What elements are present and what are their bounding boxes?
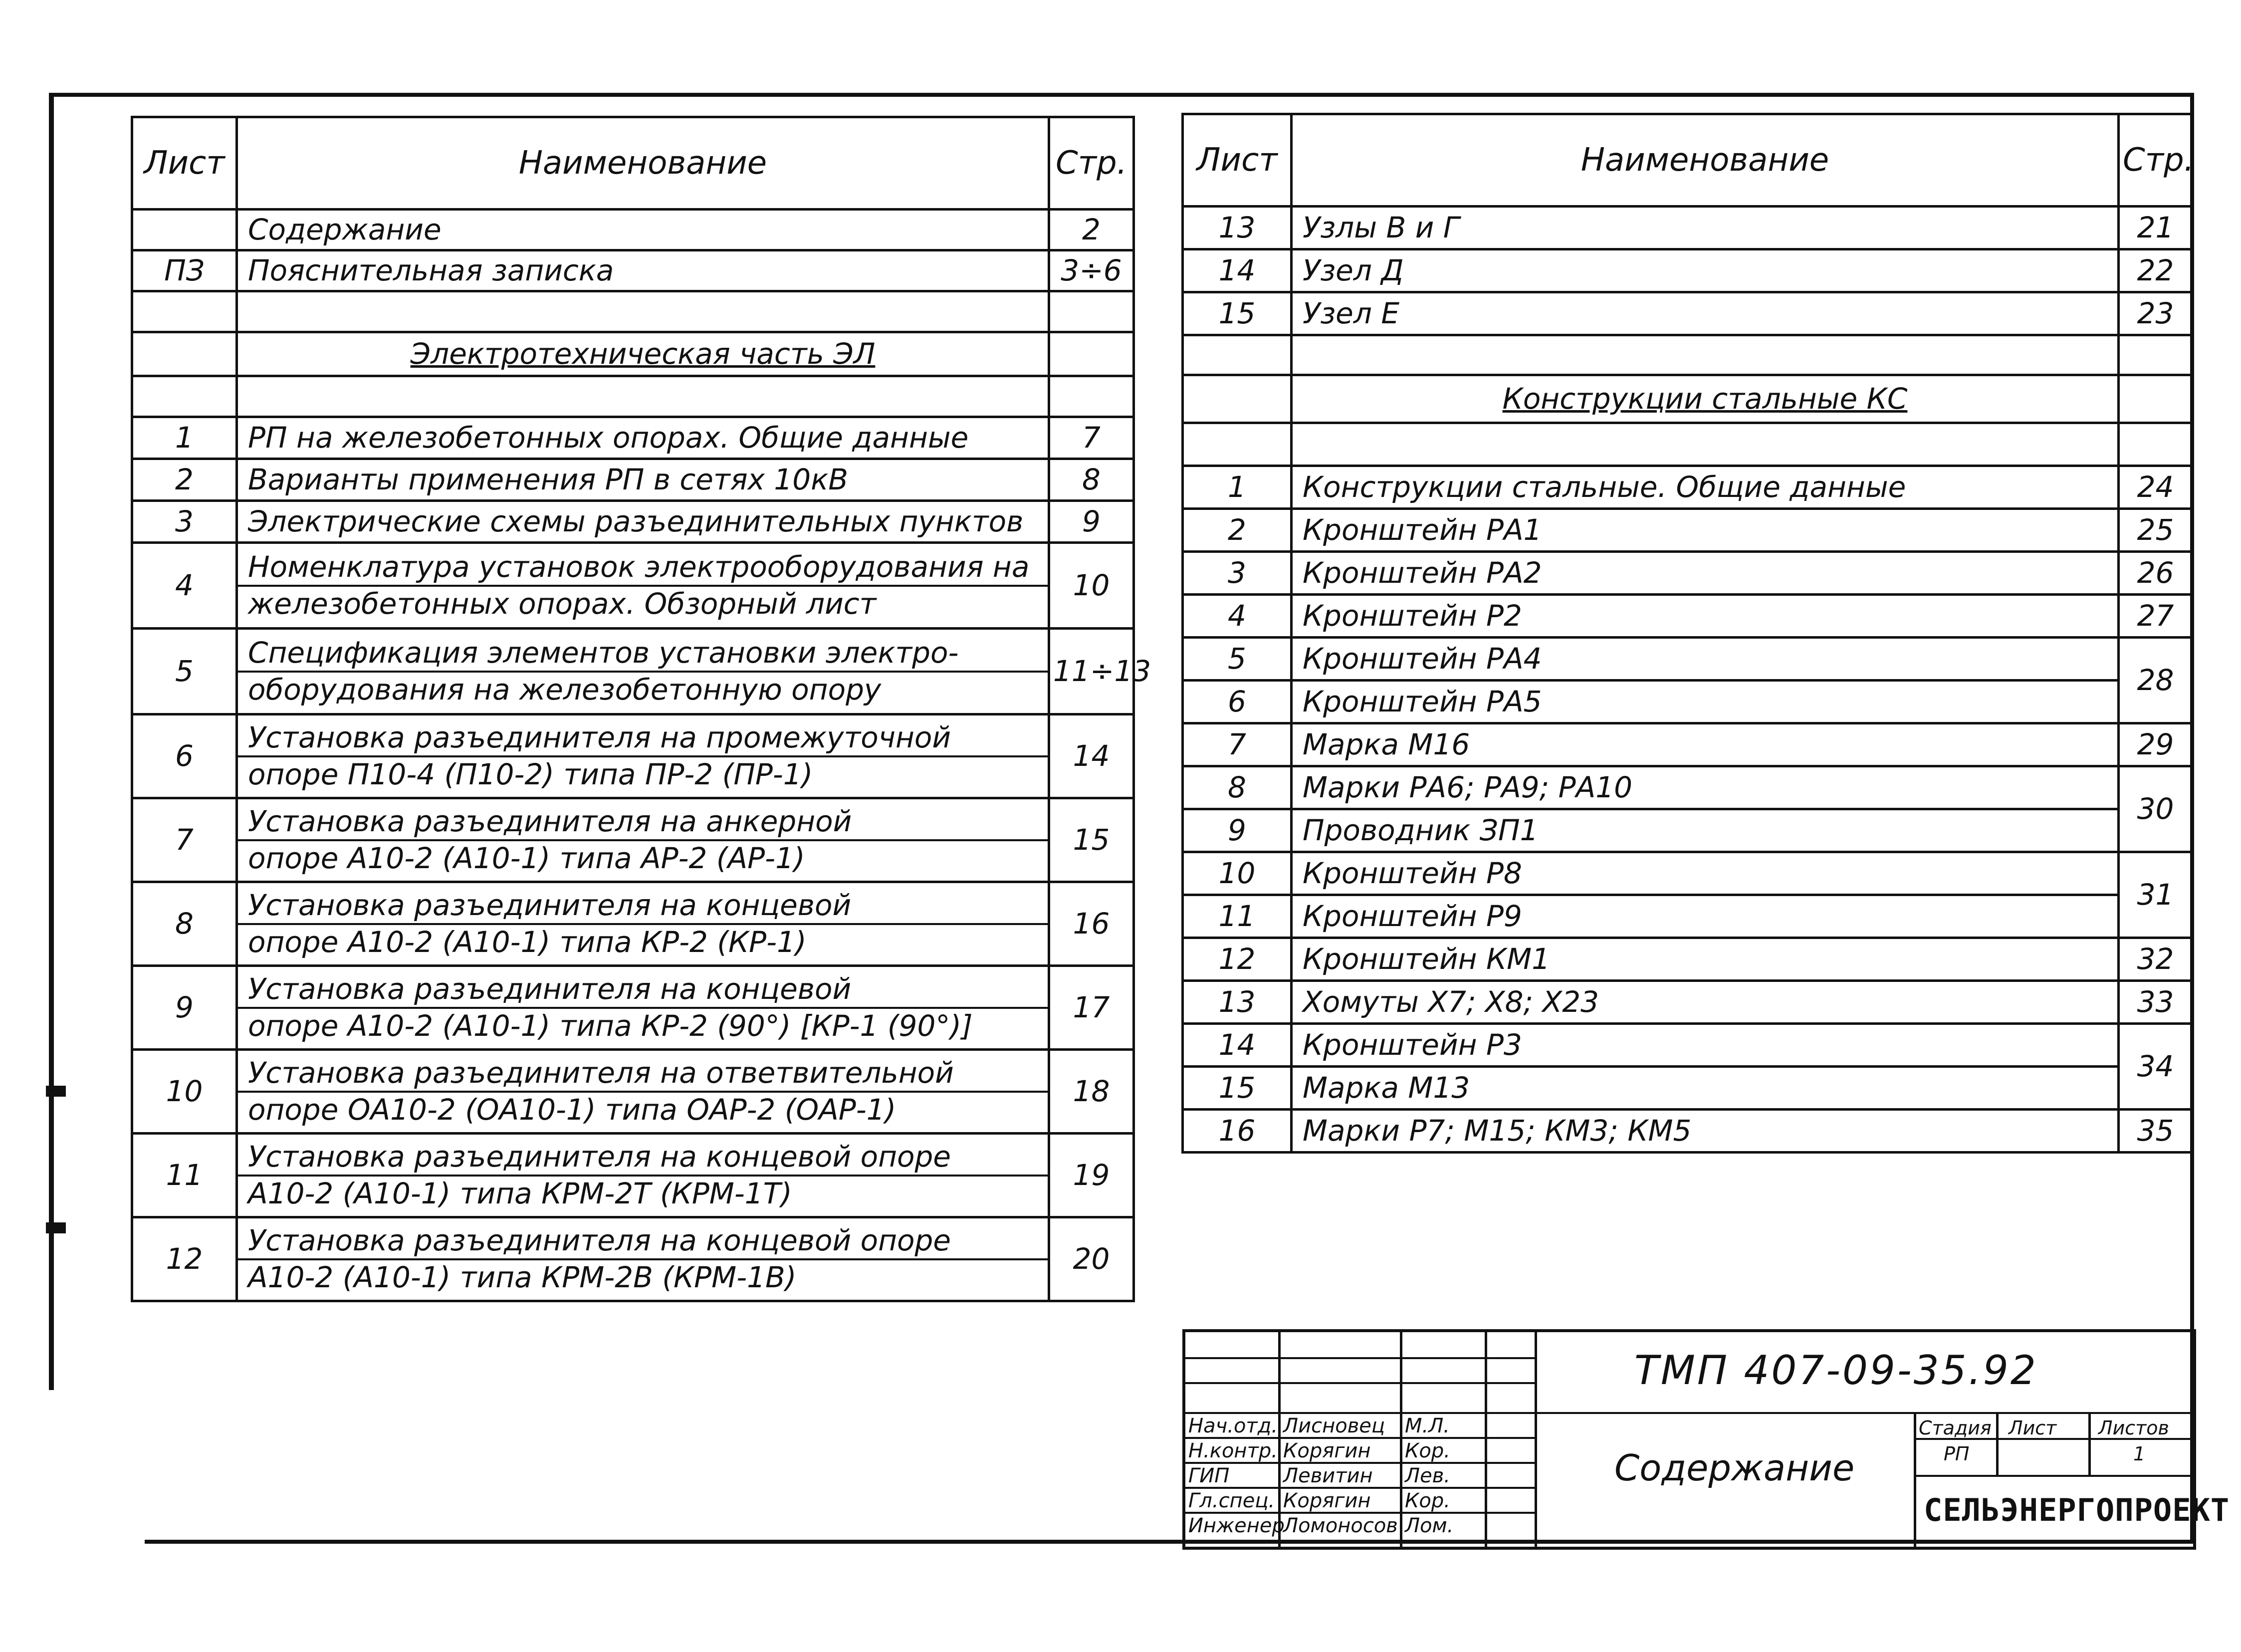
table-row — [1183, 466, 2193, 509]
divider — [1185, 1382, 1535, 1384]
sheet-title — [237, 1134, 1049, 1217]
table-row — [132, 1217, 1134, 1301]
sheet-number: 13 — [1183, 981, 1292, 1024]
title-line-1: Установка разъединителя на концевой опоре — [238, 1223, 1048, 1260]
table-row — [1183, 638, 2193, 681]
divider — [1535, 1332, 1537, 1547]
sheet-title: Кронштейн КМ1 — [1292, 938, 2119, 981]
sheet-number: 11 — [132, 1134, 237, 1217]
table-row — [1183, 249, 2193, 292]
column-header-page: Стр. — [2119, 114, 2193, 207]
signature-name: Левитин — [1283, 1464, 1373, 1487]
sheet-number: 8 — [132, 882, 237, 966]
sheet-title: Кронштейн РА4 — [1292, 638, 2119, 681]
divider — [1914, 1412, 1916, 1547]
title-line-1: Установка разъединителя на концевой — [238, 972, 1048, 1009]
page-number: 22 — [2119, 249, 2193, 292]
title-line-1: Установка разъединителя на анкерной — [238, 804, 1048, 841]
sheets-header: Листов — [2098, 1417, 2169, 1439]
sheet-title: Проводник ЗП1 — [1292, 809, 2119, 852]
sheet-number — [132, 210, 237, 250]
title-line-2: железобетонных опорах. Обзорный лист — [248, 586, 877, 621]
drawing-frame-top — [49, 93, 2194, 97]
title-line-1: Спецификация элементов установки электро- — [238, 636, 1048, 673]
organization-name: СЕЛЬЭНЕРГОПРОЕКТ — [1924, 1492, 2230, 1528]
table-row — [132, 459, 1134, 501]
sheet-number: 15 — [1183, 292, 1292, 335]
sheet-number: 16 — [1183, 1110, 1292, 1153]
table-row — [132, 629, 1134, 714]
sheet-number: 7 — [132, 798, 237, 882]
table-row — [1183, 938, 2193, 981]
column-header-sheet: Лист — [132, 117, 237, 210]
signature-row — [1185, 1489, 1535, 1513]
page-number: 30 — [2119, 766, 2193, 852]
document-code: ТМП 407-09-35.92 — [1634, 1347, 2038, 1394]
sheet-title: Хомуты Х7; Х8; Х23 — [1292, 981, 2119, 1024]
table-row — [1183, 895, 2193, 938]
section-row — [132, 332, 1134, 376]
page-number: 11÷13 — [1049, 629, 1134, 714]
margin-mark — [46, 1222, 66, 1233]
sheet-title — [237, 882, 1049, 966]
table-row — [132, 417, 1134, 459]
sheet-number: 10 — [132, 1050, 237, 1134]
page-number: 14 — [1049, 714, 1134, 798]
page-number: 16 — [1049, 882, 1134, 966]
sheet-number: ПЗ — [132, 250, 237, 291]
page-number: 23 — [2119, 292, 2193, 335]
sheet-number: 12 — [1183, 938, 1292, 981]
toc-table-right — [1181, 113, 2194, 1154]
page-number: 10 — [1049, 543, 1134, 629]
sheet-title: Кронштейн Р2 — [1292, 595, 2119, 638]
signature-role: Инженер — [1188, 1514, 1285, 1537]
sheet-title: Варианты применения РП в сетях 10кВ — [237, 459, 1049, 501]
page-number: 21 — [2119, 207, 2193, 249]
stage-value: РП — [1944, 1443, 1970, 1465]
table-row — [1183, 723, 2193, 766]
table-row — [1183, 595, 2193, 638]
page-number: 26 — [2119, 552, 2193, 595]
sheet-number: 15 — [1183, 1067, 1292, 1110]
title-line-2: опоре А10-2 (А10-1) типа КР-2 (90°) [КР-1 (90°)] — [248, 1008, 973, 1043]
signature-role: Н.контр. — [1188, 1439, 1278, 1462]
sheet-number: 6 — [132, 714, 237, 798]
table-row — [132, 966, 1134, 1050]
title-line-2: опоре А10-2 (А10-1) типа КР-2 (КР-1) — [248, 925, 807, 959]
sheet-title: Кронштейн РА1 — [1292, 509, 2119, 552]
signature-mark: Лом. — [1405, 1514, 1454, 1537]
divider — [1996, 1412, 1999, 1477]
sheet-title: Марки Р7; М15; КМ3; КМ5 — [1292, 1110, 2119, 1153]
section-heading — [1292, 375, 2119, 423]
toc-table-left — [131, 116, 1151, 1302]
sheet-title — [237, 798, 1049, 882]
table-row — [132, 501, 1134, 543]
table-header-row — [1183, 114, 2193, 207]
title-line-1: Установка разъединителя на концевой опоре — [238, 1140, 1048, 1177]
title-line-2: А10-2 (А10-1) типа КРМ-2Т (КРМ-1Т) — [248, 1176, 792, 1210]
title-line-1: Установка разъединителя на концевой — [238, 888, 1048, 925]
signature-mark: М.Л. — [1405, 1415, 1450, 1437]
title-line-2: опоре ОА10-2 (ОА10-1) типа ОАР-2 (ОАР-1) — [248, 1092, 896, 1127]
table-row — [132, 291, 1134, 332]
column-header-sheet: Лист — [1183, 114, 1292, 207]
document-title: Содержание — [1614, 1447, 1855, 1489]
column-header-page: Стр. — [1049, 117, 1134, 210]
table-row — [1183, 552, 2193, 595]
sheet-header: Лист — [2009, 1417, 2057, 1439]
table-row — [1183, 1110, 2193, 1153]
signature-mark: Кор. — [1405, 1439, 1450, 1462]
sheet-title: Пояснительная записка — [237, 250, 1049, 291]
signature-name: Лисновец — [1283, 1415, 1385, 1437]
sheet-number: 6 — [1183, 681, 1292, 723]
signature-name: Корягин — [1283, 1489, 1371, 1512]
page-number: 8 — [1049, 459, 1134, 501]
page-number: 32 — [2119, 938, 2193, 981]
signature-mark: Кор. — [1405, 1489, 1450, 1512]
divider — [1185, 1357, 1535, 1359]
table-row — [132, 1134, 1134, 1217]
table-row — [1183, 1024, 2193, 1067]
sheet-title: Кронштейн Р8 — [1292, 852, 2119, 895]
page-number: 29 — [2119, 723, 2193, 766]
table-row — [1183, 207, 2193, 249]
margin-mark — [46, 1086, 66, 1097]
table-row — [132, 210, 1134, 250]
sheet-number: 5 — [132, 629, 237, 714]
sheet-number: 9 — [1183, 809, 1292, 852]
title-line-2: оборудования на железобетонную опору — [248, 672, 882, 707]
table-row — [1183, 292, 2193, 335]
sheet-number: 1 — [132, 417, 237, 459]
page-number: 2 — [1049, 210, 1134, 250]
table-row — [1183, 852, 2193, 895]
page-number: 7 — [1049, 417, 1134, 459]
page-number: 28 — [2119, 638, 2193, 723]
sheets-value: 1 — [2133, 1443, 2146, 1465]
signature-row — [1185, 1514, 1535, 1538]
signature-row — [1185, 1439, 1535, 1463]
sheet-title: РП на железобетонных опорах. Общие данные — [237, 417, 1049, 459]
title-line-2: опоре П10-4 (П10-2) типа ПР-2 (ПР-1) — [248, 757, 813, 791]
table-row — [1183, 1067, 2193, 1110]
table-row — [132, 798, 1134, 882]
table-row — [132, 250, 1134, 291]
sheet-title: Кронштейн Р9 — [1292, 895, 2119, 938]
column-header-name: Наименование — [237, 117, 1049, 210]
sheet-title — [237, 966, 1049, 1050]
sheet-number: 3 — [1183, 552, 1292, 595]
sheet-number: 5 — [1183, 638, 1292, 681]
section-heading-text: Конструкции стальные КС — [1502, 381, 1908, 416]
sheet-number: 3 — [132, 501, 237, 543]
stage-header: Стадия — [1919, 1417, 1992, 1439]
signature-row — [1185, 1414, 1535, 1438]
page-number: 9 — [1049, 501, 1134, 543]
sheet-number: 9 — [132, 966, 237, 1050]
table-row — [132, 714, 1134, 798]
section-row — [1183, 375, 2193, 423]
table-row — [1183, 766, 2193, 809]
page-number: 35 — [2119, 1110, 2193, 1153]
spacer-row — [132, 376, 1134, 417]
sheet-number — [132, 291, 237, 332]
title-block — [1182, 1329, 2230, 1550]
page-number: 25 — [2119, 509, 2193, 552]
page-number: 24 — [2119, 466, 2193, 509]
signature-role: ГИП — [1188, 1464, 1230, 1487]
sheet-title — [237, 714, 1049, 798]
section-heading — [237, 332, 1049, 376]
sheet-title — [237, 629, 1049, 714]
page-number: 27 — [2119, 595, 2193, 638]
sheet-number: 8 — [1183, 766, 1292, 809]
table-header-row — [132, 117, 1134, 210]
sheet-number: 7 — [1183, 723, 1292, 766]
signature-name: Ломоносов — [1283, 1514, 1398, 1537]
page-number: 20 — [1049, 1217, 1134, 1301]
page-number — [1049, 291, 1134, 332]
page-number: 15 — [1049, 798, 1134, 882]
sheet-title — [237, 543, 1049, 629]
sheet-title: Содержание — [237, 210, 1049, 250]
sheet-number: 2 — [132, 459, 237, 501]
title-line-2: А10-2 (А10-1) типа КРМ-2В (КРМ-1В) — [248, 1260, 797, 1294]
section-heading-text: Электротехническая часть ЭЛ — [410, 336, 876, 371]
sheet-number: 1 — [1183, 466, 1292, 509]
sheet-number: 12 — [132, 1217, 237, 1301]
signature-role: Гл.спец. — [1188, 1489, 1275, 1512]
sheet-number: 13 — [1183, 207, 1292, 249]
sheet-title: Марки РА6; РА9; РА10 — [1292, 766, 2119, 809]
sheet-title — [237, 291, 1049, 332]
spacer-row — [1183, 335, 2193, 375]
sheet-title: Узел Е — [1292, 292, 2119, 335]
sheet-number: 4 — [132, 543, 237, 629]
sheet-number: 14 — [1183, 1024, 1292, 1067]
signature-row — [1185, 1464, 1535, 1488]
table-row — [1183, 809, 2193, 852]
drawing-frame-left — [49, 93, 54, 1390]
sheet-title: Марка М13 — [1292, 1067, 2119, 1110]
sheet-number: 11 — [1183, 895, 1292, 938]
page-number: 34 — [2119, 1024, 2193, 1110]
signature-name: Корягин — [1283, 1439, 1371, 1462]
sheet-title: Кронштейн Р3 — [1292, 1024, 2119, 1067]
title-line-1: Установка разъединителя на ответвительной — [238, 1056, 1048, 1093]
sheet-number: 4 — [1183, 595, 1292, 638]
page-number: 17 — [1049, 966, 1134, 1050]
table-row — [132, 543, 1134, 629]
sheet-title: Конструкции стальные. Общие данные — [1292, 466, 2119, 509]
signature-role: Нач.отд. — [1188, 1415, 1278, 1437]
column-header-name: Наименование — [1292, 114, 2119, 207]
signature-mark: Лев. — [1405, 1464, 1450, 1487]
title-line-1: Установка разъединителя на промежуточной — [238, 720, 1048, 757]
table-row — [132, 1050, 1134, 1134]
sheet-title — [237, 1217, 1049, 1301]
page-number: 18 — [1049, 1050, 1134, 1134]
divider — [2088, 1412, 2091, 1477]
sheet-title: Кронштейн РА5 — [1292, 681, 2119, 723]
sheet-title: Узел Д — [1292, 249, 2119, 292]
sheet-number: 14 — [1183, 249, 1292, 292]
table-row — [1183, 981, 2193, 1024]
spacer-row — [1183, 423, 2193, 466]
divider — [1914, 1475, 2193, 1477]
sheet-title: Марка М16 — [1292, 723, 2119, 766]
table-row — [1183, 681, 2193, 723]
sheet-title: Узлы В и Г — [1292, 207, 2119, 249]
title-line-1: Номенклатура установок электрооборудования на — [238, 550, 1048, 587]
sheet-title: Электрические схемы разъединительных пунктов — [237, 501, 1049, 543]
table-row — [132, 882, 1134, 966]
title-line-2: опоре А10-2 (А10-1) типа АР-2 (АР-1) — [248, 841, 805, 875]
page-number: 31 — [2119, 852, 2193, 938]
sheet-title: Кронштейн РА2 — [1292, 552, 2119, 595]
page-number: 33 — [2119, 981, 2193, 1024]
sheet-number: 2 — [1183, 509, 1292, 552]
page-number: 3÷6 — [1049, 250, 1134, 291]
table-row — [1183, 509, 2193, 552]
sheet-number: 10 — [1183, 852, 1292, 895]
page-number: 19 — [1049, 1134, 1134, 1217]
sheet-title — [237, 1050, 1049, 1134]
